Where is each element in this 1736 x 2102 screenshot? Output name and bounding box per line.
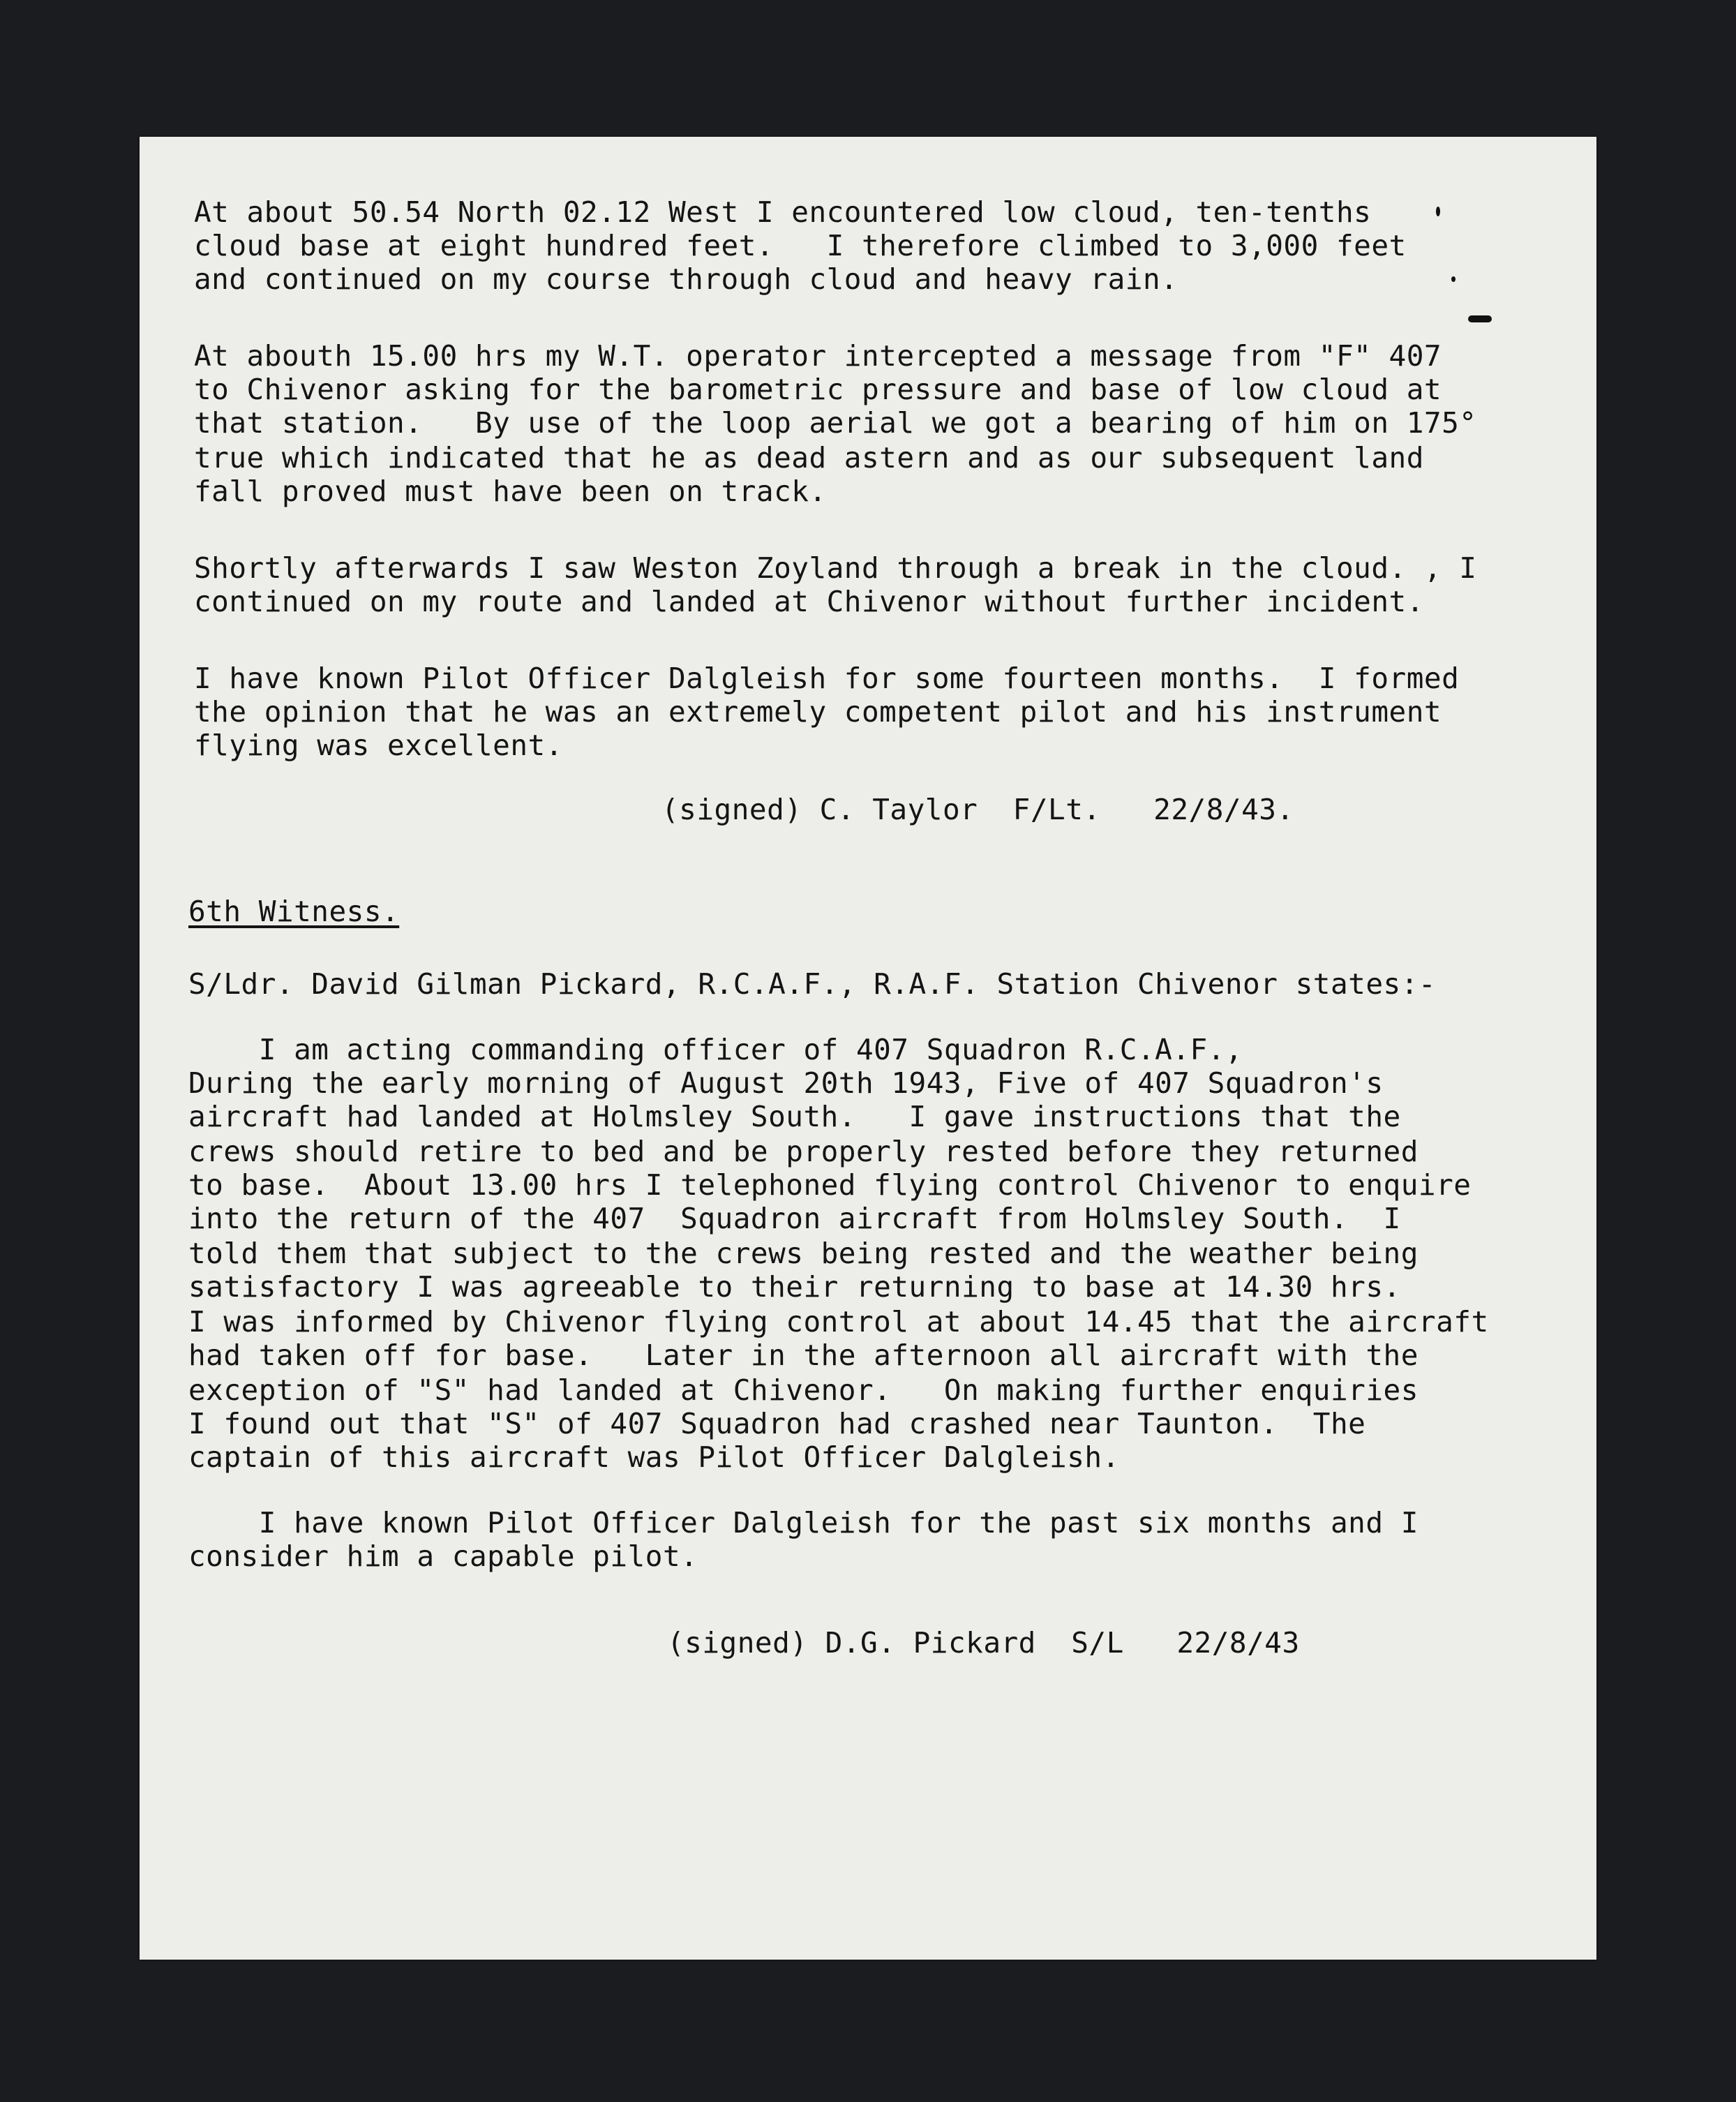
text-line: flying was excellent.	[194, 729, 563, 762]
document-page	[140, 137, 1596, 1960]
text-line: At abouth 15.00 hrs my W.T. operator intercepted a message from "F" 407	[194, 339, 1442, 373]
text-line: I have known Pilot Officer Dalgleish for some fourteen months. I formed	[194, 662, 1460, 695]
text-line: I have known Pilot Officer Dalgleish for the past six months and I	[188, 1506, 1419, 1540]
text-line: to Chivenor asking for the barometric pressure and base of low cloud at	[194, 373, 1442, 406]
text-line: the opinion that he was an extremely competent pilot and his instrument	[194, 695, 1442, 729]
text-line: and continued on my course through cloud and heavy rain.	[194, 262, 1178, 296]
text-line: cloud base at eight hundred feet. I therefore climbed to 3,000 feet	[194, 229, 1407, 262]
text-line: true which indicated that he as dead astern and as our subsequent land	[194, 441, 1424, 475]
witness-heading: 6th Witness.	[188, 895, 400, 928]
text-line: I was informed by Chivenor flying control at about 14.45 that the aircraft	[188, 1305, 1489, 1339]
text-line: Shortly afterwards I saw Weston Zoyland through a break in the cloud. , I	[194, 551, 1477, 585]
ink-speck	[1468, 315, 1492, 322]
text-line: to base. About 13.00 hrs I telephoned flying control Chivenor to enquire	[188, 1168, 1472, 1202]
witness-intro: S/Ldr. David Gilman Pickard, R.C.A.F., R.A.F. Station Chivenor states:-	[188, 967, 1437, 1001]
text-line: crews should retire to bed and be properly rested before they returned	[188, 1135, 1419, 1168]
text-line: told them that subject to the crews being rested and the weather being	[188, 1237, 1419, 1270]
text-line: into the return of the 407 Squadron aircraft from Holmsley South. I	[188, 1202, 1401, 1235]
signature-taylor: (signed) C. Taylor F/Lt. 22/8/43.	[661, 793, 1294, 826]
text-line: consider him a capable pilot.	[188, 1540, 698, 1573]
text-line: continued on my route and landed at Chivenor without further incident.	[194, 585, 1424, 618]
text-line: During the early morning of August 20th 1943, Five of 407 Squadron's	[188, 1066, 1384, 1100]
text-line: captain of this aircraft was Pilot Officer Dalgleish.	[188, 1440, 1120, 1474]
text-line: exception of "S" had landed at Chivenor. On making further enquiries	[188, 1373, 1419, 1407]
text-line: satisfactory I was agreeable to their returning to base at 14.30 hrs.	[188, 1270, 1401, 1304]
text-line: aircraft had landed at Holmsley South. I gave instructions that the	[188, 1100, 1401, 1133]
signature-pickard: (signed) D.G. Pickard S/L 22/8/43	[667, 1626, 1300, 1660]
text-line: fall proved must have been on track.	[194, 475, 827, 508]
text-line: I am acting commanding officer of 407 Squadron R.C.A.F.,	[188, 1033, 1243, 1066]
ink-speck	[1451, 276, 1456, 282]
text-line: At about 50.54 North 02.12 West I encountered low cloud, ten-tenths	[194, 195, 1372, 229]
text-line: I found out that "S" of 407 Squadron had crashed near Taunton. The	[188, 1407, 1366, 1440]
ink-speck	[1436, 207, 1440, 216]
text-line: that station. By use of the loop aerial we got a bearing of him on 175°	[194, 406, 1477, 440]
text-line: had taken off for base. Later in the afternoon all aircraft with the	[188, 1339, 1419, 1372]
